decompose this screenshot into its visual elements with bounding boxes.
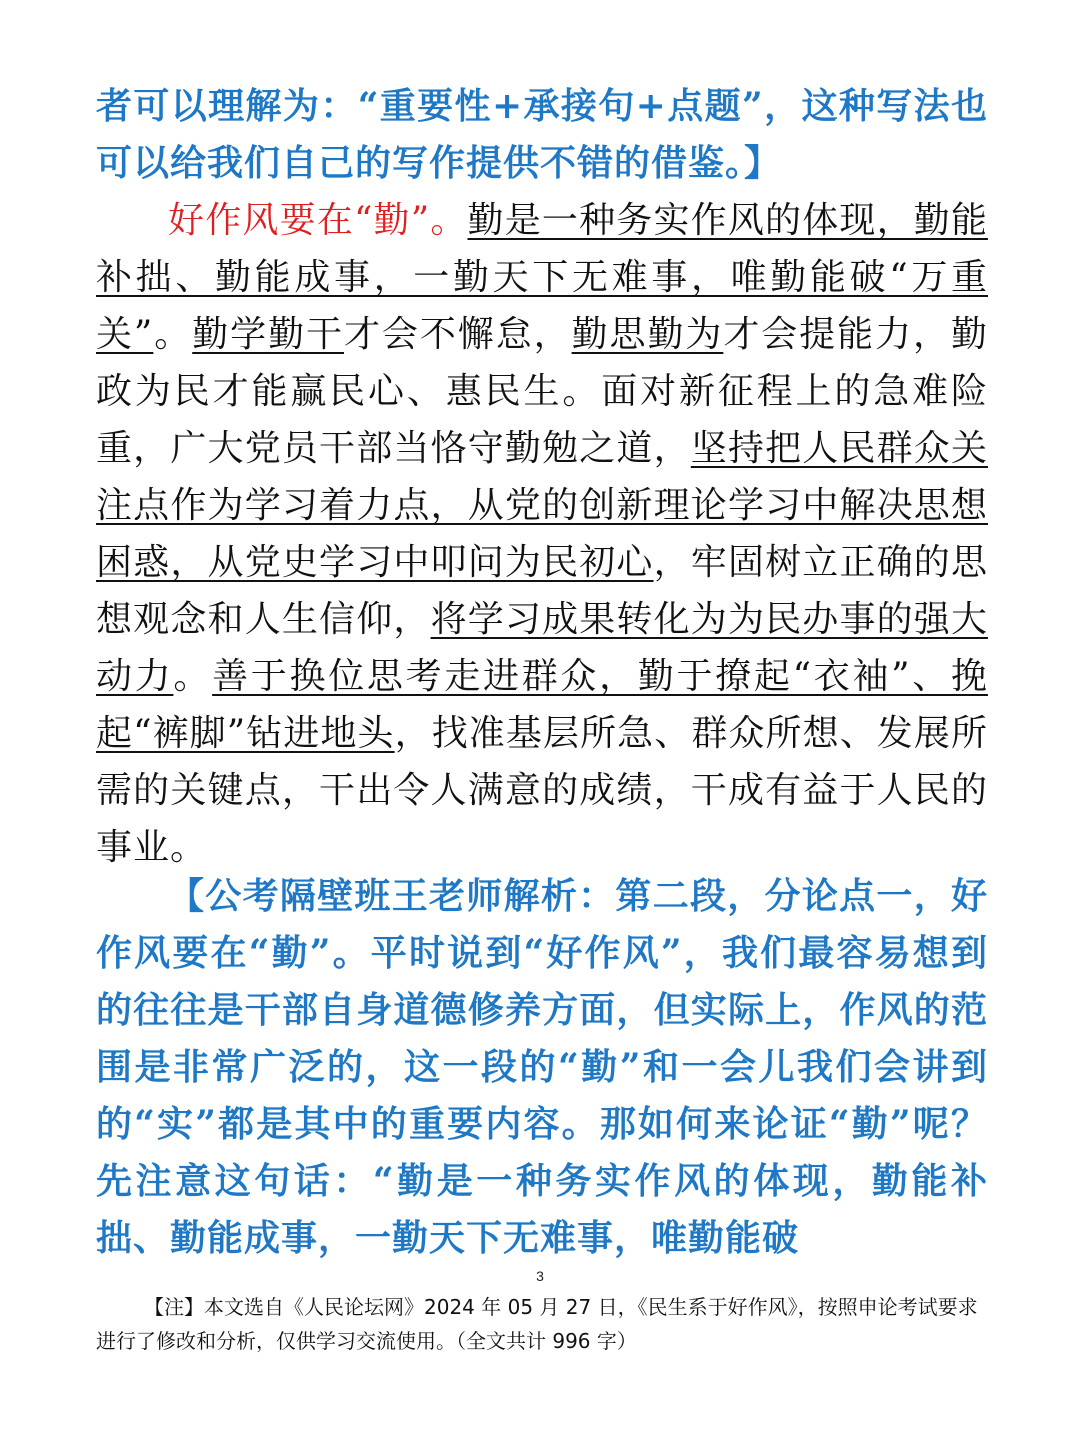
section-heading: 好作风要在“勤”。 (168, 200, 468, 241)
analysis-paragraph-continued: 者可以理解为：“重要性+承接句+点题”，这种写法也可以给我们自己的写作提供不错的借鉴。】 (96, 85, 988, 184)
body-text: 。 (153, 314, 193, 355)
page-number: 3 (536, 1268, 544, 1284)
body-text: 才会提能力，勤政为民才能赢民心、惠民生。面对新征程上的急难险重，广大党员干部当恪守勤勉之道， (96, 314, 988, 469)
underlined-sentence: 坚持把人民群众关注点作为学习着力点，从党的创新理论学习中解决思想困惑，从党史学习中叩问为民初心 (96, 428, 988, 583)
underlined-sentence: 善于换位思考走进群众，勤于撩起“衣袖”、挽起“裤脚”钻进地头 (96, 656, 988, 754)
underlined-sentence: 将学习成果转化为为民办事的强大动力 (96, 599, 988, 697)
footnote (96, 1290, 988, 1358)
underlined-sentence: 勤思勤为 (571, 314, 724, 355)
body-text: 才会不懈怠， (343, 314, 572, 355)
body-text: 。 (173, 656, 213, 697)
body-text: ，找准基层所急、群众所想、发展所需的关键点，干出令人满意的成绩，干成有益于人民的事业。 (96, 713, 988, 868)
body-text: ，牢固树立正确的思想观念和人生信仰， (96, 542, 988, 640)
analysis-paragraph: 【公考隔壁班王老师解析：第二段，分论点一，好作风要在“勤”。平时说到“好作风”，我们最容易想到的往往是干部自身道德修养方面，但实际上，作风的范围是非常广泛的，这一段的“勤”和一会儿我们会讲到的“实”都是其中的重要内容。那如何来论证“勤”呢？先注意这句话：“勤是一种务实作风的体现，勤能补拙、勤能成事，一勤天下无难事，唯勤能破 (96, 875, 988, 1259)
underlined-sentence: 勤是一种务实作风的体现，勤能补拙、勤能成事，一勤天下无难事，唯勤能破“万重关” (96, 200, 988, 355)
underlined-sentence: 勤学勤干 (192, 314, 344, 355)
footnote-text: 【注】本文选自《人民论坛网》2024 年 05 月 27 日，《民生系于好作风》，按照申论考试要求进行了修改和分析，仅供学习交流使用。（全文共计 996 字） (96, 1295, 978, 1353)
body-paragraph-diligence (96, 192, 988, 876)
